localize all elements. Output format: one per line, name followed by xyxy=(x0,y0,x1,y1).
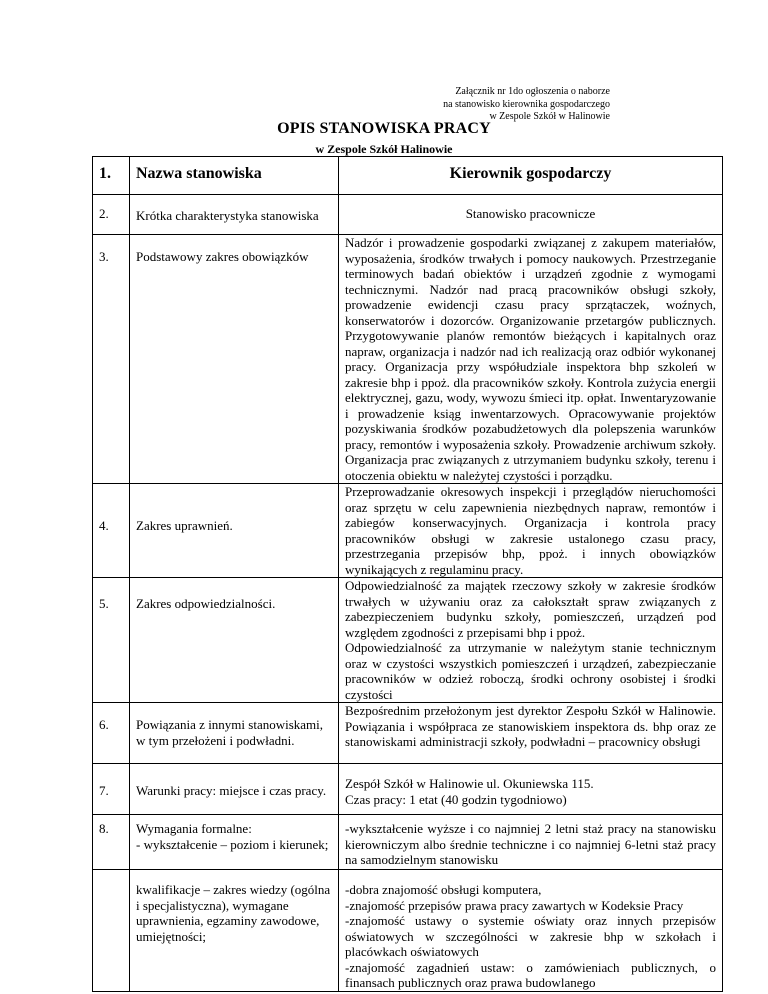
row-value xyxy=(339,578,723,703)
table-row xyxy=(93,815,723,870)
table-row xyxy=(93,703,723,764)
row-label: Warunki pracy: miejsce i czas pracy. xyxy=(130,764,339,815)
row-number: 3. xyxy=(93,235,130,484)
table-row xyxy=(93,235,723,484)
responsibility-paragraph-2: Odpowiedzialność za utrzymanie w należytym stanie technicznym oraz w czystości wszystkich pomieszczeń i urządzeń, zabezpieczanie pracowników w odzież roboczą, środki ochrony osobistej i środki czystości xyxy=(345,640,716,702)
row-label: Krótka charakterystyka stanowiska xyxy=(130,195,339,235)
row-label: Nazwa stanowiska xyxy=(130,157,339,195)
row-label: Zakres odpowiedzialności. xyxy=(130,578,339,703)
row-value: Przeprowadzanie okresowych inspekcji i przeglądów nieruchomości oraz sprzętu w celu zapewnienia niezbędnych napraw, remontów i zabiegów konserwacyjnych. Organizacja i kontrola pracy pracowników obsługi w zakresie ustalonego czasu pracy, przestrzegania przepisów bhp, ppoż. i innych obowiązków wynikających z regulaminu pracy. xyxy=(339,484,723,578)
table-row xyxy=(93,484,723,578)
row-label: Zakres uprawnień. xyxy=(130,484,339,578)
table-row xyxy=(93,195,723,235)
document-subtitle: w Zespole Szkół Halinowie xyxy=(315,142,453,156)
row-number: 1. xyxy=(93,157,130,195)
annex-line-1: Załącznik nr 1do ogłoszenia o naborze xyxy=(455,86,610,97)
qualification-3: -znajomość ustawy o systemie oświaty oraz innych przepisów oświatowych w szczególności w zakresie bhp w szkołach i placówkach oświatowych xyxy=(345,913,716,959)
row-number xyxy=(93,870,130,992)
row-label: Podstawowy zakres obowiązków xyxy=(130,235,339,484)
education-label: - wykształcenie – poziom i kierunek; xyxy=(136,836,329,852)
row-value: Bezpośrednim przełożonym jest dyrektor Zespołu Szkół w Halinowie. Powiązania i współpraca ze stanowiskiem inspektora ds. bhp oraz ze stanowiskami administracji szkoły, podwładni – pracownicy obsługi xyxy=(339,703,723,764)
table-row xyxy=(93,157,723,195)
qualification-4: -znajomość zagadnień ustaw: o zamówieniach publicznych, o finansach publicznych oraz prawa budowlanego xyxy=(345,959,716,990)
responsibility-paragraph-1: Odpowiedzialność za majątek rzeczowy szkoły w zakresie środków trwałych w używaniu oraz za całokształt spraw związanych z zabezpieczeniem budynku szkoły, pomieszczeń, urządzeń pod względem zgodności z przepisami bhp i ppoż. xyxy=(345,578,716,640)
table-row xyxy=(93,578,723,703)
document-title: OPIS STANOWISKA PRACY xyxy=(277,120,491,137)
job-description-table xyxy=(92,156,723,992)
table-row xyxy=(93,870,723,992)
annex-note xyxy=(390,86,610,124)
row-number: 2. xyxy=(93,195,130,235)
work-time: Czas pracy: 1 etat (40 godzin tygodniowo) xyxy=(345,791,567,807)
row-number: 5. xyxy=(93,578,130,703)
row-label xyxy=(130,815,339,870)
row-value xyxy=(339,870,723,992)
formal-requirements-label: Wymagania formalne: xyxy=(136,821,252,836)
annex-line-3: w Zespole Szkół w Halinowie xyxy=(489,111,610,122)
row-value: Stanowisko pracownicze xyxy=(339,195,723,235)
row-value: -wykształcenie wyższe i co najmniej 2 letni staż pracy na stanowisku kierowniczym albo średnie techniczne i co najmniej 6-letni staż pracy na samodzielnym stanowisku xyxy=(339,815,723,870)
table-row xyxy=(93,764,723,815)
qualification-1: -dobra znajomość obsługi komputera, xyxy=(345,882,542,897)
row-value: Kierownik gospodarczy xyxy=(339,157,723,195)
qualification-2: -znajomość przepisów prawa pracy zawartych w Kodeksie Pracy xyxy=(345,897,684,913)
annex-line-2: na stanowisko kierownika gospodarczego xyxy=(443,98,610,110)
row-number: 4. xyxy=(93,484,130,578)
row-label: kwalifikacje – zakres wiedzy (ogólna i specjalistyczna), wymagane uprawnienia, egzaminy zawodowe, umiejętności; xyxy=(130,870,339,992)
row-number: 7. xyxy=(93,764,130,815)
row-value xyxy=(339,764,723,815)
work-place: Zespół Szkół w Halinowie ul. Okuniewska 115. xyxy=(345,776,594,791)
row-value: Nadzór i prowadzenie gospodarki związanej z zakupem materiałów, wyposażenia, środków trwałych i pomocy naukowych. Przestrzeganie terminowych badań obiektów i urządzeń zgodnie z wymogami technicznymi. Nadzór nad pracą pracowników obsługi szkoły, prowadzenie ewidencji czasu pracy sprzątaczek, woźnych, konserwatorów i dozorców. Organizowanie przetargów publicznych. Przygotowywanie planów remontów bieżących i kapitalnych oraz napraw, organizacja i nadzór nad ich realizacją oraz odbiór wykonanej pracy. Organizacja przy współudziale inspektora bhp szkoleń w zakresie bhp i ppoż. dla pracowników szkoły. Kontrola zużycia energii elektrycznej, gazu, wody, wywozu śmieci itp. opłat. Inwentaryzowanie i prowadzenie ksiąg inwentarzowych. Opracowywanie projektów pozyskiwania środków pozabudżetowych dla polepszenia warunków pracy, remontów i wyposażenia szkoły. Prowadzenie archiwum szkoły. Organizacja prac związanych z utrzymaniem budynku szkoły, terenu i otoczenia obiektu w należytej czystości i porządku. xyxy=(339,235,723,484)
row-number: 6. xyxy=(93,703,130,764)
row-number: 8. xyxy=(93,815,130,870)
row-label: Powiązania z innymi stanowiskami, w tym przełożeni i podwładni. xyxy=(130,703,339,764)
